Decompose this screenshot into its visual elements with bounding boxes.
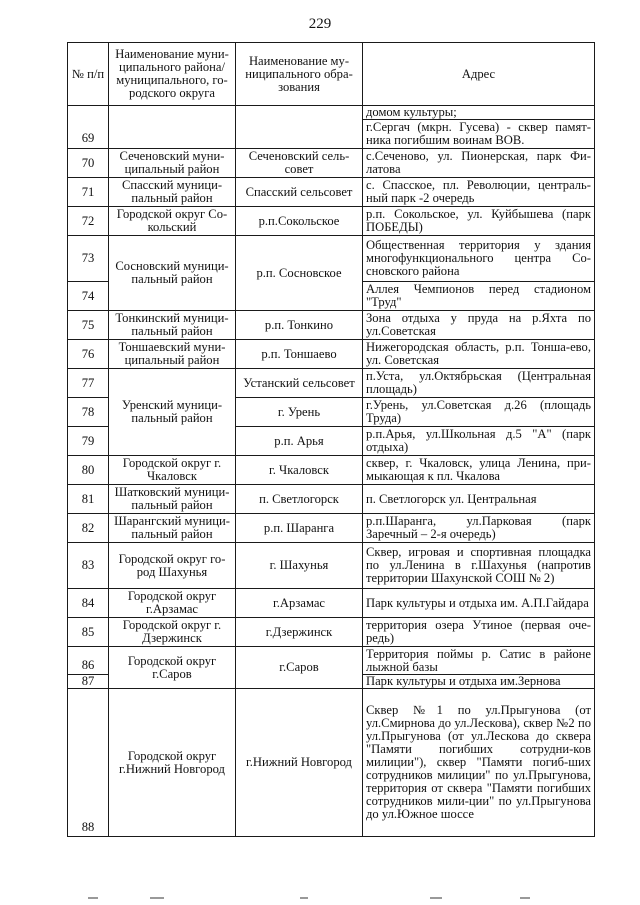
table-row [68,456,595,485]
row-address: с. Спасское, пл. Революции, централь-ный парк -2 очередь [363,178,595,207]
row-district: Тонкинский муници-пальный район [109,311,236,340]
row-address: с.Сеченово, ул. Пионерская, парк Фи-латова [363,149,595,178]
row-num: 71 [68,178,109,207]
table-row [68,514,595,543]
table-row [68,236,595,282]
table-row [68,178,595,207]
row-num: 76 [68,340,109,369]
row-district: Городской округ г.Арзамас [109,589,236,618]
row-num: 80 [68,456,109,485]
table-row [68,589,595,618]
header-num: № п/п [68,43,109,106]
row-district: Уренский муници-пальный район [109,369,236,456]
row-num: 70 [68,149,109,178]
row-municipality: г. Шахунья [236,543,363,589]
table-row [68,207,595,236]
row-municipality-empty [236,106,363,149]
row-address: г.Урень, ул.Советская д.26 (площадь Труда) [363,398,595,427]
row-municipality: р.п. Шаранга [236,514,363,543]
row-municipality: г. Урень [236,398,363,427]
row-municipality: г.Нижний Новгород [236,689,363,837]
row-district-empty [109,106,236,149]
row-district: Шарангский муници-пальный район [109,514,236,543]
row-address: Аллея Чемпионов перед стадионом "Труд" [363,282,595,311]
row-address: сквер, г. Чкаловск, улица Ленина, при-мыкающая к пл. Чкалова [363,456,595,485]
row-num: 87 [68,675,109,689]
row-district: Городской округ г. Чкаловск [109,456,236,485]
row-num: 78 [68,398,109,427]
row-address: Парк культуры и отдыха им. А.П.Гайдара [363,589,595,618]
row-address: Сквер, игровая и спортивная площадка по ул.Ленина в г.Шахунья (напротив территории Шахунской СОШ № 2) [363,543,595,589]
row-address: р.п. Сокольское, ул. Куйбышева (парк ПОБЕДЫ) [363,207,595,236]
header-row [68,43,595,106]
row-num: 85 [68,618,109,647]
row-district: Спасский муници-пальный район [109,178,236,207]
row-district: Городской округ го-род Шахунья [109,543,236,589]
table-row [68,149,595,178]
row-municipality: г.Дзержинск [236,618,363,647]
row-num: 83 [68,543,109,589]
table-row [68,369,595,398]
row-municipality: р.п. Сосновское [236,236,363,311]
row-address: р.п.Шаранга, ул.Парковая (парк Заречный – 2-я очередь) [363,514,595,543]
row-municipality: р.п.Сокольское [236,207,363,236]
row-municipality: Сеченовский сель-совет [236,149,363,178]
row-district: Городской округ г. Дзержинск [109,618,236,647]
row-address: Нижегородская область, р.п. Тонша-ево, ул. Советская [363,340,595,369]
table-row [68,106,595,120]
row-num: 82 [68,514,109,543]
row-address: р.п.Арья, ул.Школьная д.5 "А" (парк отдыха) [363,427,595,456]
row-municipality: Устанский сельсовет [236,369,363,398]
table-row [68,485,595,514]
row-district: Сеченовский муни-ципальный район [109,149,236,178]
row-municipality: р.п. Тонкино [236,311,363,340]
row-num: 81 [68,485,109,514]
row-municipality: г. Чкаловск [236,456,363,485]
row-district: Шатковский муници-пальный район [109,485,236,514]
row-num: 72 [68,207,109,236]
row-district: Городской округ г.Саров [109,647,236,689]
row-district: Городской округ г.Нижний Новгород [109,689,236,837]
row-address: п.Уста, ул.Октябрьская (Центральная площадь) [363,369,595,398]
row-municipality: г.Арзамас [236,589,363,618]
row-municipality: р.п. Арья [236,427,363,456]
row-address: Общественная территория у здания многофункционального центра Со-сновского района [363,236,595,282]
row-address: Территория поймы р. Сатис в районе лыжной базы [363,647,595,675]
row-num: 86 [68,647,109,675]
row-address: п. Светлогорск ул. Центральная [363,485,595,514]
row-num: 88 [68,689,109,837]
row-num: 77 [68,369,109,398]
row-num: 84 [68,589,109,618]
page-number: 229 [308,16,332,32]
row-address: Зона отдыха у пруда на р.Яхта по ул.Советская [363,311,595,340]
table-row [68,647,595,675]
header-address: Адрес [363,43,595,106]
row-municipality: г.Саров [236,647,363,689]
row-address: территория озера Утиное (первая оче-редь) [363,618,595,647]
row-address: г.Сергач (мкрн. Гусева) - сквер памят-ника погибшим воинам ВОВ. [363,120,595,149]
table-row [68,689,595,837]
table-row [68,340,595,369]
header-municipality: Наименование му-ниципального обра-зования [236,43,363,106]
row-municipality: р.п. Тоншаево [236,340,363,369]
table-row [68,618,595,647]
row-district: Городской округ Со-кольский [109,207,236,236]
row-district: Сосновский муници-пальный район [109,236,236,311]
row-address: домом культуры; [363,106,595,120]
row-num: 69 [68,106,109,149]
table-row [68,543,595,589]
row-district: Тоншаевский муни-ципальный район [109,340,236,369]
row-municipality: Спасский сельсовет [236,178,363,207]
row-num: 79 [68,427,109,456]
row-num: 75 [68,311,109,340]
row-address: Парк культуры и отдыха им.Зернова [363,675,595,689]
row-num: 74 [68,282,109,311]
row-address: Сквер №1 по ул.Прыгунова (от ул.Смирнова до ул.Лескова), сквер №2 по ул.Прыгунова (от ул.Лескова до сквера "Памяти погибших сотрудни-ков милиции"), сквер "Памяти погиб-ших сотрудников милиции" по ул.Прыгунова, территория от сквера "Памяти погибших сотрудников мили-ции" по ул.Прыгунова до ул.Южное шоссе [363,689,595,837]
row-municipality: п. Светлогорск [236,485,363,514]
header-district: Наименование муни-ципального района/ муниципального, го-родского округа [109,43,236,106]
scan-artifacts [0,897,640,903]
row-num: 73 [68,236,109,282]
registry-table [67,42,595,837]
table-row [68,311,595,340]
